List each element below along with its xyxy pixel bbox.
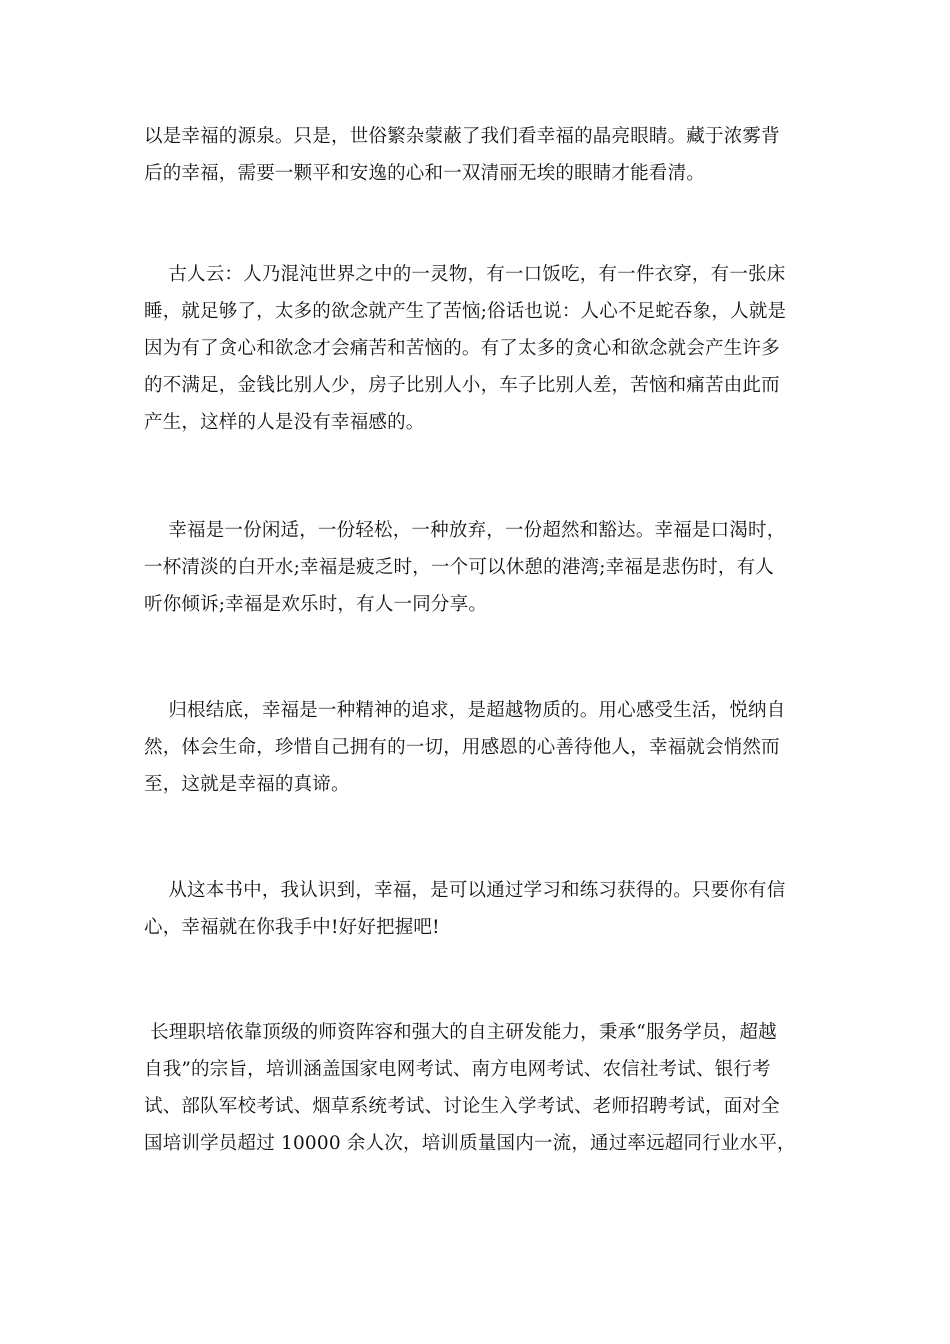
text-line: 睡，就足够了，太多的欲念就产生了苦恼;俗话也说：人心不足蛇吞象，人就是 — [144, 301, 787, 322]
text-line: 的不满足，金钱比别人少，房子比别人小，车子比别人差，苦恼和痛苦由此而 — [144, 375, 780, 396]
text-line: 听你倾诉;幸福是欢乐时，有人一同分享。 — [144, 594, 488, 615]
paragraph-happiness-is — [144, 512, 808, 623]
text-line: 至，这就是幸福的真谛。 — [144, 774, 350, 795]
text-line: 国培训学员超过 10000 余人次，培训质量国内一流，通过率远超同行业水平， — [144, 1133, 796, 1154]
paragraph-source-of-happiness — [144, 118, 808, 192]
text-line: 产生，这样的人是没有幸福感的。 — [144, 412, 425, 433]
text-line: 一杯清淡的白开水;幸福是疲乏时，一个可以休憩的港湾;幸福是悲伤时，有人 — [144, 557, 774, 578]
paragraph-training-ad — [144, 1014, 808, 1162]
text-line: 从这本书中，我认识到，幸福，是可以通过学习和练习获得的。只要你有信 — [144, 880, 786, 901]
text-line: 后的幸福，需要一颗平和安逸的心和一双清丽无埃的眼睛才能看清。 — [144, 163, 706, 184]
text-line: 古人云：人乃混沌世界之中的一灵物，有一口饭吃，有一件衣穿，有一张床 — [144, 264, 786, 285]
text-line: 长理职培依靠顶级的师资阵容和强大的自主研发能力，秉承“服务学员，超越 — [144, 1022, 777, 1043]
text-line: 以是幸福的源泉。只是，世俗繁杂蒙蔽了我们看幸福的晶亮眼睛。藏于浓雾背 — [144, 126, 780, 147]
text-line: 因为有了贪心和欲念才会痛苦和苦恼的。有了太多的贪心和欲念就会产生许多 — [144, 338, 780, 359]
text-line: 归根结底，幸福是一种精神的追求，是超越物质的。用心感受生活，悦纳自 — [144, 700, 786, 721]
text-line: 自我”的宗旨，培训涵盖国家电网考试、南方电网考试、农信社考试、银行考 — [144, 1059, 771, 1080]
text-line: 心，幸福就在你我手中!好好把握吧! — [144, 917, 440, 938]
paragraph-ancient-saying — [144, 256, 808, 441]
paragraph-in-the-end — [144, 692, 808, 803]
text-line: 然，体会生命，珍惜自己拥有的一切，用感恩的心善待他人，幸福就会悄然而 — [144, 737, 780, 758]
text-line: 幸福是一份闲适，一份轻松，一种放弃，一份超然和豁达。幸福是口渴时， — [144, 520, 786, 541]
paragraph-from-this-book — [144, 872, 808, 946]
text-line: 试、部队军校考试、烟草系统考试、讨论生入学考试、老师招聘考试，面对全 — [144, 1096, 780, 1117]
